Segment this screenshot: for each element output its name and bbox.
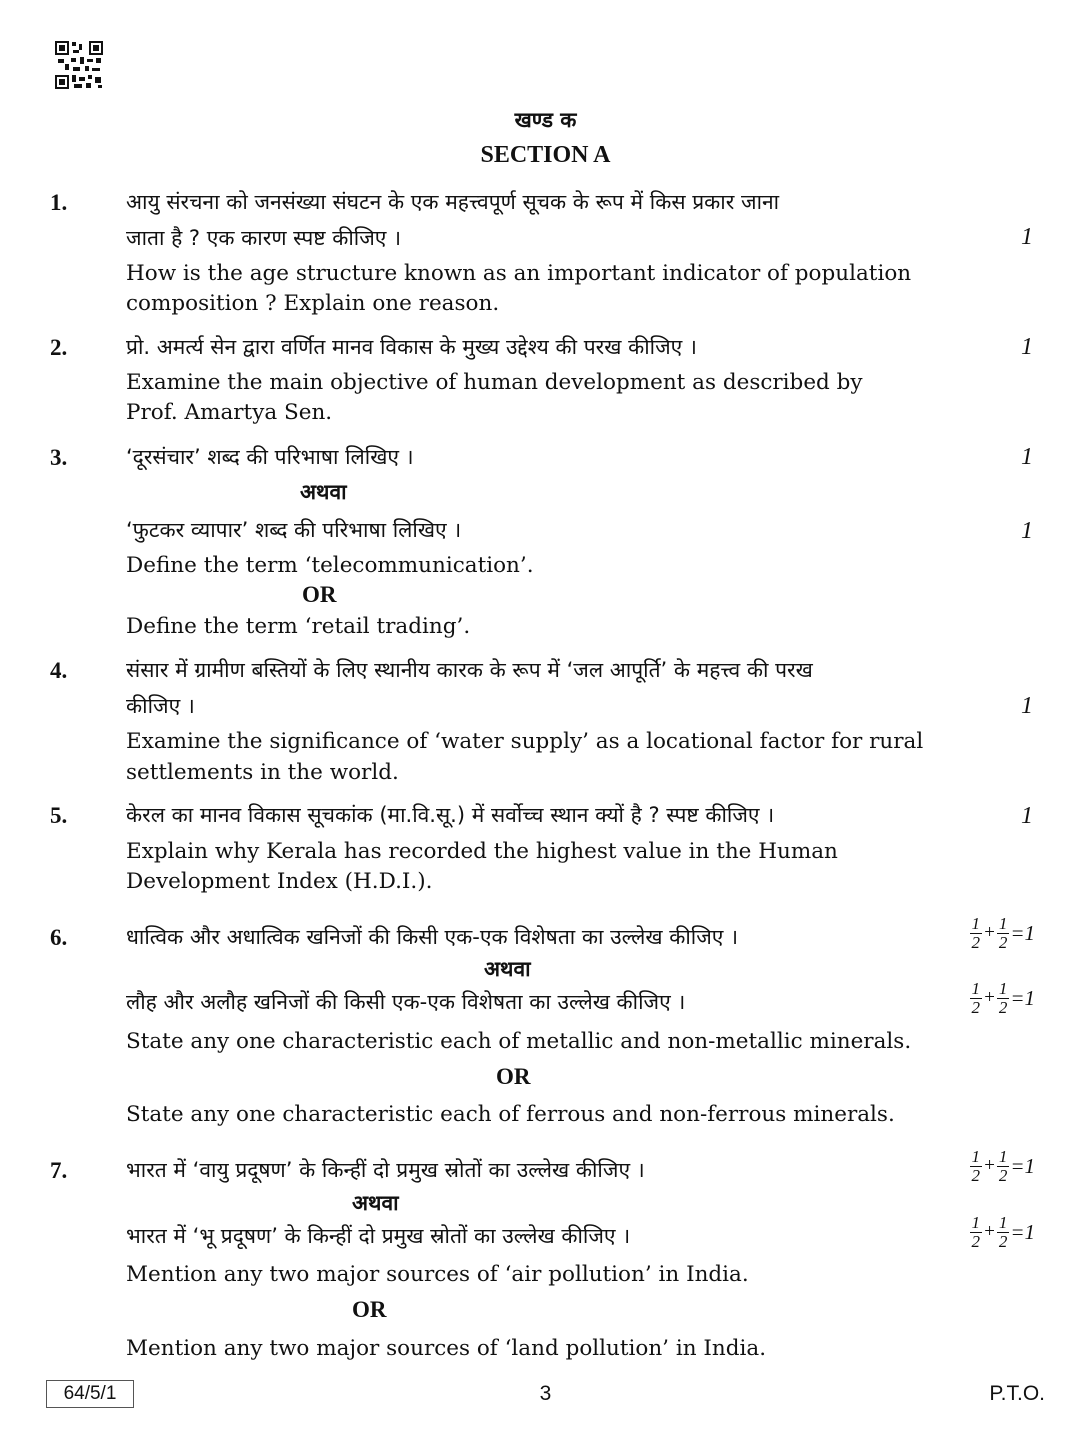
question-text-english: Examine the main objective of human development as described by	[126, 370, 863, 395]
pto-label: P.T.O.	[989, 1382, 1045, 1405]
question-text-hindi: केरल का मानव विकास सूचकांक (मा.वि.सू.) में सर्वोच्च स्थान क्यों है ? स्पष्ट कीजिए ।	[126, 803, 775, 827]
or-separator-english: OR	[352, 1297, 387, 1322]
question-text-hindi: कीजिए ।	[126, 694, 195, 718]
question-text-english: Explain why Kerala has recorded the highest value in the Human	[126, 839, 838, 864]
question-text-hindi: ‘दूरसंचार’ शब्द की परिभाषा लिखिए ।	[126, 445, 414, 469]
question-text-hindi: ‘फुटकर व्यापार’ शब्द की परिभाषा लिखिए ।	[126, 518, 462, 542]
question-marks: 1	[1021, 334, 1033, 360]
or-separator-english: OR	[496, 1064, 531, 1089]
or-separator-hindi: अथवा	[300, 480, 347, 504]
question-text-hindi: संसार में ग्रामीण बस्तियों के लिए स्थानीय कारक के रूप में ‘जल आपूर्ति’ के महत्त्व की परख	[126, 658, 813, 682]
question-text-hindi: जाता है ? एक कारण स्पष्ट कीजिए ।	[126, 226, 402, 250]
question-text-hindi: आयु संरचना को जनसंख्या संघटन के एक महत्त्वपूर्ण सूचक के रूप में किस प्रकार जाना	[126, 190, 780, 214]
question-text-english: Development Index (H.D.I.).	[126, 869, 433, 894]
question-marks: 1	[1021, 803, 1033, 829]
section-title-hindi: खण्ड क	[514, 108, 577, 132]
section-title-english: SECTION A	[480, 142, 611, 168]
question-text-english: composition ? Explain one reason.	[126, 291, 500, 316]
question-marks: 1	[1021, 693, 1033, 719]
fraction-marks: $\frac{1}{2}$ + $\frac{1}{2}$ =1	[971, 1213, 1035, 1251]
question-number: 2.	[50, 335, 68, 360]
question-number: 6.	[50, 925, 68, 950]
question-text-english: State any one characteristic each of metallic and non-metallic minerals.	[126, 1029, 912, 1054]
question-text-english: Define the term ‘retail trading’.	[126, 614, 471, 639]
question-number: 5.	[50, 803, 68, 828]
paper-code: 64/5/1	[46, 1380, 134, 1408]
question-text-english: Define the term ‘telecommunication’.	[126, 553, 534, 578]
question-number: 7.	[50, 1158, 68, 1183]
question-text-hindi: भारत में ‘भू प्रदूषण’ के किन्हीं दो प्रमुख स्रोतों का उल्लेख कीजिए ।	[126, 1224, 631, 1248]
or-separator-hindi: अथवा	[352, 1191, 399, 1215]
question-text-english: settlements in the world.	[126, 760, 399, 785]
question-text-english: State any one characteristic each of ferrous and non-ferrous minerals.	[126, 1102, 895, 1127]
question-marks: 1	[1021, 518, 1033, 544]
question-text-english: Prof. Amartya Sen.	[126, 400, 333, 425]
question-text-english: Mention any two major sources of ‘land pollution’ in India.	[126, 1336, 767, 1361]
question-text-english: Examine the significance of ‘water supply’ as a locational factor for rural	[126, 729, 924, 754]
question-text-english: Mention any two major sources of ‘air pollution’ in India.	[126, 1262, 749, 1287]
question-number: 1.	[50, 190, 68, 215]
page-number: 3	[539, 1382, 552, 1405]
question-text-hindi: धात्विक और अधात्विक खनिजों की किसी एक-एक विशेषता का उल्लेख कीजिए ।	[126, 925, 739, 949]
or-separator-english: OR	[302, 582, 337, 607]
fraction-marks: $\frac{1}{2}$ + $\frac{1}{2}$ =1	[971, 1147, 1035, 1185]
or-separator-hindi: अथवा	[484, 957, 531, 981]
fraction-marks: $\frac{1}{2}$ + $\frac{1}{2}$ =1	[971, 979, 1035, 1017]
question-text-english: How is the age structure known as an important indicator of population	[126, 261, 912, 286]
question-text-hindi: भारत में ‘वायु प्रदूषण’ के किन्हीं दो प्रमुख स्रोतों का उल्लेख कीजिए ।	[126, 1158, 645, 1182]
question-text-hindi: प्रो. अमर्त्य सेन द्वारा वर्णित मानव विकास के मुख्य उद्देश्य की परख कीजिए ।	[126, 335, 697, 359]
question-text-hindi: लौह और अलौह खनिजों की किसी एक-एक विशेषता का उल्लेख कीजिए ।	[126, 990, 686, 1014]
question-number: 4.	[50, 658, 68, 683]
question-marks: 1	[1021, 444, 1033, 470]
question-number: 3.	[50, 445, 68, 470]
fraction-marks: $\frac{1}{2}$ + $\frac{1}{2}$ =1	[971, 914, 1035, 952]
qr-code-icon	[54, 40, 104, 90]
question-marks: 1	[1021, 224, 1033, 250]
